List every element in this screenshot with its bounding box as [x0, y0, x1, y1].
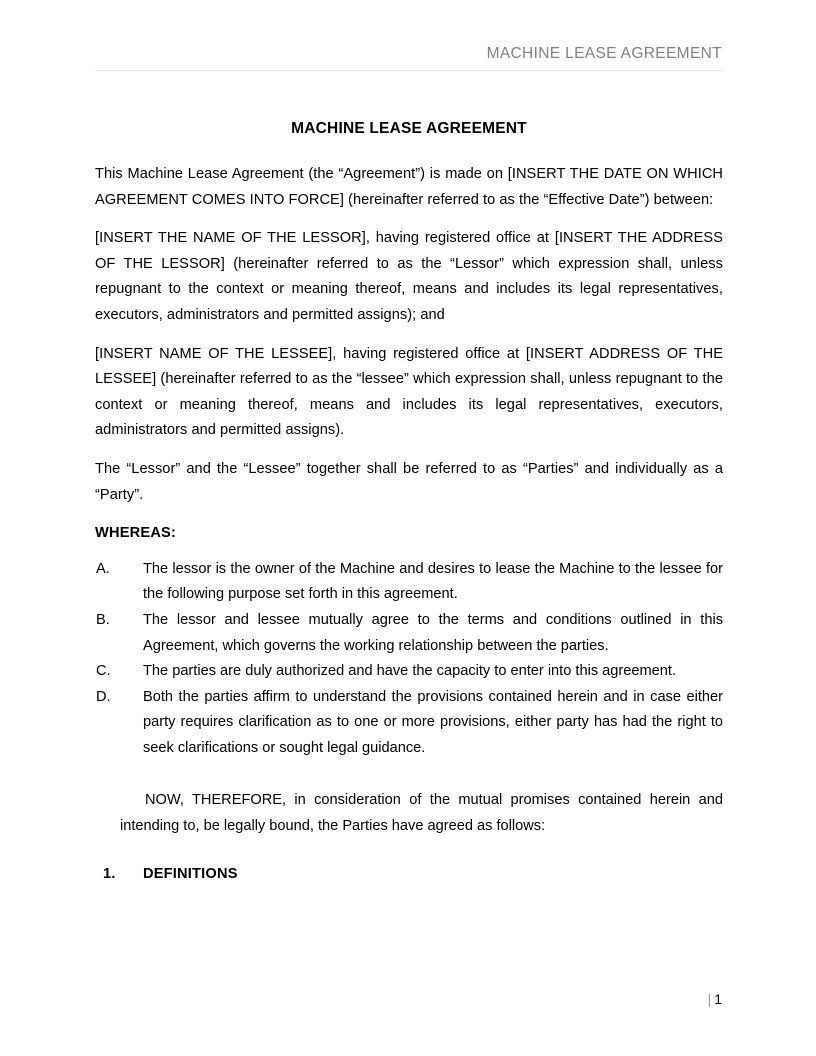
recital-item-d: [95, 685, 723, 762]
footer-separator: |: [707, 991, 712, 1007]
document-footer: [95, 989, 722, 1009]
paragraph-parties-definition: The “Lessor” and the “Lessee” together shall be referred to as “Parties” and individually as a “Party”.: [95, 460, 723, 503]
recital-marker: A.: [96, 560, 110, 577]
document-title: MACHINE LEASE AGREEMENT: [291, 120, 527, 137]
section-number: 1.: [103, 865, 116, 882]
recital-item-a: [95, 557, 723, 608]
recital-text: The parties are duly authorized and have the capacity to enter into this agreement.: [143, 663, 676, 680]
recital-marker: D.: [96, 688, 111, 705]
recital-item-b: [95, 608, 723, 659]
whereas-heading: WHEREAS:: [95, 525, 177, 542]
recital-text: The lessor is the owner of the Machine and desires to lease the Machine to the lessee for the following purpose set forth in this agreement.: [143, 560, 723, 603]
recital-item-c: [95, 659, 723, 685]
recital-text: Both the parties affirm to understand the provisions contained herein and in case either party requires clarification as to one or more provisions, either party has had the right to seek clarifications or sought legal guidance.: [143, 688, 723, 756]
recital-text: The lessor and lessee mutually agree to the terms and conditions outlined in this Agreement, which governs the working relationship between the parties.: [143, 611, 723, 654]
paragraph-lessee-details: [INSERT NAME OF THE LESSEE], having registered office at [INSERT ADDRESS OF THE LESSEE] (hereinafter referred to as the “lessee” which expression shall, unless repugnant to the context or meaning thereof, means and includes its legal representatives, executors, administrators and permitted assigns).: [95, 345, 723, 439]
document-header: [95, 44, 722, 64]
recitals-list: [95, 557, 723, 762]
document-body: [95, 118, 723, 887]
section-title: DEFINITIONS: [143, 865, 238, 882]
paragraph-lessor-details: [INSERT THE NAME OF THE LESSOR], having registered office at [INSERT THE ADDRESS OF THE LESSOR] (hereinafter referred to as the “Lessor” which expression shall, unless repugnant to the context or meaning thereof, means and includes its legal representatives, executors, administrators and permitted assigns); and: [95, 230, 723, 323]
header-running-title: MACHINE LEASE AGREEMENT: [486, 45, 722, 62]
footer-page-number: 1: [714, 991, 722, 1007]
section-heading-definitions: [95, 862, 723, 888]
recital-marker: B.: [96, 611, 110, 628]
paragraph-agreement-intro: This Machine Lease Agreement (the “Agreement”) is made on [INSERT THE DATE ON WHICH AGREEMENT COMES INTO FORCE] (hereinafter referred to as the “Effective Date”) between:: [95, 166, 723, 208]
header-divider-rule: [95, 70, 722, 71]
paragraph-now-therefore: NOW, THEREFORE, in consideration of the mutual promises contained herein and intending to, be legally bound, the Parties have agreed as follows:: [120, 792, 723, 835]
recital-marker: C.: [96, 663, 111, 680]
